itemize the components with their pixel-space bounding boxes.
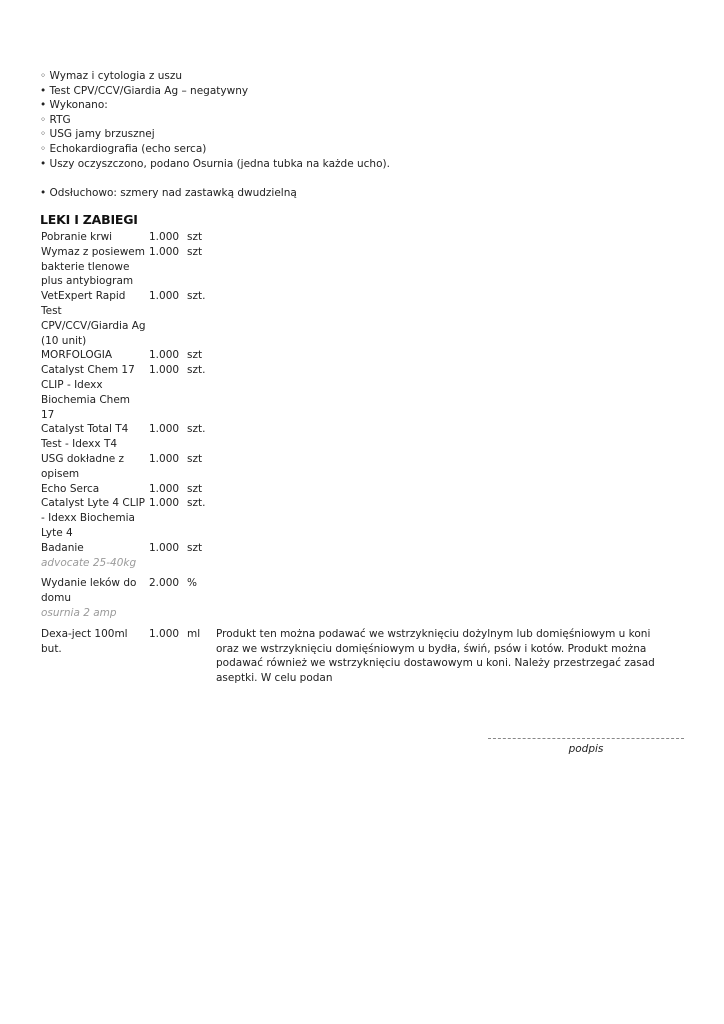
item-qty: 1.000: [149, 541, 180, 554]
item-name: Echo Serca: [41, 482, 100, 495]
item-name: Catalyst Lyte 4 CLIP - Idexx Biochemia Lyte 4: [41, 497, 146, 539]
item-desc: [213, 496, 676, 540]
item-name: Pobranie krwi: [41, 231, 113, 243]
table-row: [38, 289, 676, 348]
item-qty: 1.000: [149, 290, 180, 303]
item-qty: 1.000: [149, 497, 180, 510]
item-qty: 1.000: [149, 482, 180, 495]
note-line: ◦ Wymaz i cytologia z uszu: [40, 70, 183, 82]
item-desc: [213, 230, 676, 245]
item-unit: szt.: [187, 423, 206, 436]
item-name: Badanie: [41, 541, 84, 554]
table-row: [38, 496, 676, 540]
item-desc: [213, 363, 676, 422]
table-row: [38, 576, 676, 626]
item-name: Wymaz z posiewem bakterie tlenowe plus antybiogram: [41, 245, 145, 288]
item-qty: 1.000: [149, 627, 180, 640]
note-line: • Uszy oczyszczono, podano Osurnia (jedna tubka na każde ucho).: [40, 157, 390, 170]
item-unit: szt.: [187, 290, 206, 303]
table-row: [38, 541, 676, 577]
item-name-cell: [38, 576, 146, 626]
item-name: Catalyst Chem 17 CLIP - Idexx Biochemia Chem 17: [41, 364, 135, 421]
items-table: [38, 230, 676, 686]
item-desc: [213, 245, 676, 289]
note-line: • Odsłuchowo: szmery nad zastawką dwudzielną: [40, 186, 297, 199]
item-desc: [213, 422, 676, 452]
item-desc: Produkt ten można podawać we wstrzyknięciu dożylnym lub domięśniowym u koni oraz we wstrzyknięciu domięśniowym u bydła, świń, psów i kotów. Produkt można podawać również we wstrzyknięciu dostawowym u koni. Należy przestrzegać zasad aseptki. W celu podan: [216, 627, 655, 685]
item-unit: szt: [187, 231, 203, 243]
item-qty: 1.000: [149, 349, 180, 362]
item-unit: szt: [187, 245, 203, 258]
item-note: osurnia 2 amp: [41, 606, 117, 619]
note-line: ◦ RTG: [40, 113, 71, 126]
item-name: Wydanie leków do domu: [41, 577, 137, 605]
table-row: [38, 230, 676, 245]
item-unit: szt.: [187, 364, 206, 377]
item-unit: ml: [187, 627, 201, 640]
item-unit: szt: [187, 482, 203, 495]
section-title: LEKI I ZABIEGI: [40, 212, 138, 227]
item-unit: szt: [187, 452, 203, 465]
item-name: MORFOLOGIA: [41, 349, 113, 362]
note-line: ◦ Echokardiografia (echo serca): [40, 142, 207, 155]
item-unit: szt: [187, 349, 203, 362]
item-qty: 1.000: [149, 231, 180, 243]
item-desc: [213, 576, 676, 626]
item-unit: szt: [187, 541, 203, 554]
item-desc: [213, 452, 676, 482]
item-name-cell: [38, 541, 146, 577]
table-row: [38, 482, 676, 497]
clinical-notes: [40, 69, 680, 200]
item-qty: 1.000: [149, 364, 180, 377]
item-desc: [213, 541, 676, 577]
item-unit: %: [187, 577, 197, 590]
table-row: [38, 245, 676, 289]
table-row: [38, 363, 676, 422]
item-unit: szt.: [187, 497, 206, 510]
item-note: advocate 25-40kg: [41, 556, 137, 569]
item-qty: 1.000: [149, 452, 180, 465]
item-qty: 1.000: [149, 245, 180, 258]
table-row: [38, 452, 676, 482]
table-row: [38, 348, 676, 363]
note-line: ◦ USG jamy brzusznej: [40, 128, 155, 141]
item-name: USG dokładne z opisem: [41, 452, 125, 480]
item-desc: [213, 482, 676, 497]
item-desc: [213, 289, 676, 348]
table-row: [38, 627, 676, 686]
signature-line: [488, 738, 684, 755]
signature-label: podpis: [568, 743, 604, 755]
note-line: • Test CPV/CCV/Giardia Ag – negatywny: [40, 84, 249, 97]
item-qty: 1.000: [149, 423, 180, 436]
item-name: Dexa-ject 100ml but.: [41, 627, 128, 655]
item-name: VetExpert Rapid Test CPV/CCV/Giardia Ag (10 unit): [41, 290, 146, 347]
item-qty: 2.000: [149, 577, 180, 590]
note-line: • Wykonano:: [40, 99, 108, 112]
item-name: Catalyst Total T4 Test - Idexx T4: [41, 423, 129, 451]
item-desc: [213, 348, 676, 363]
table-row: [38, 422, 676, 452]
